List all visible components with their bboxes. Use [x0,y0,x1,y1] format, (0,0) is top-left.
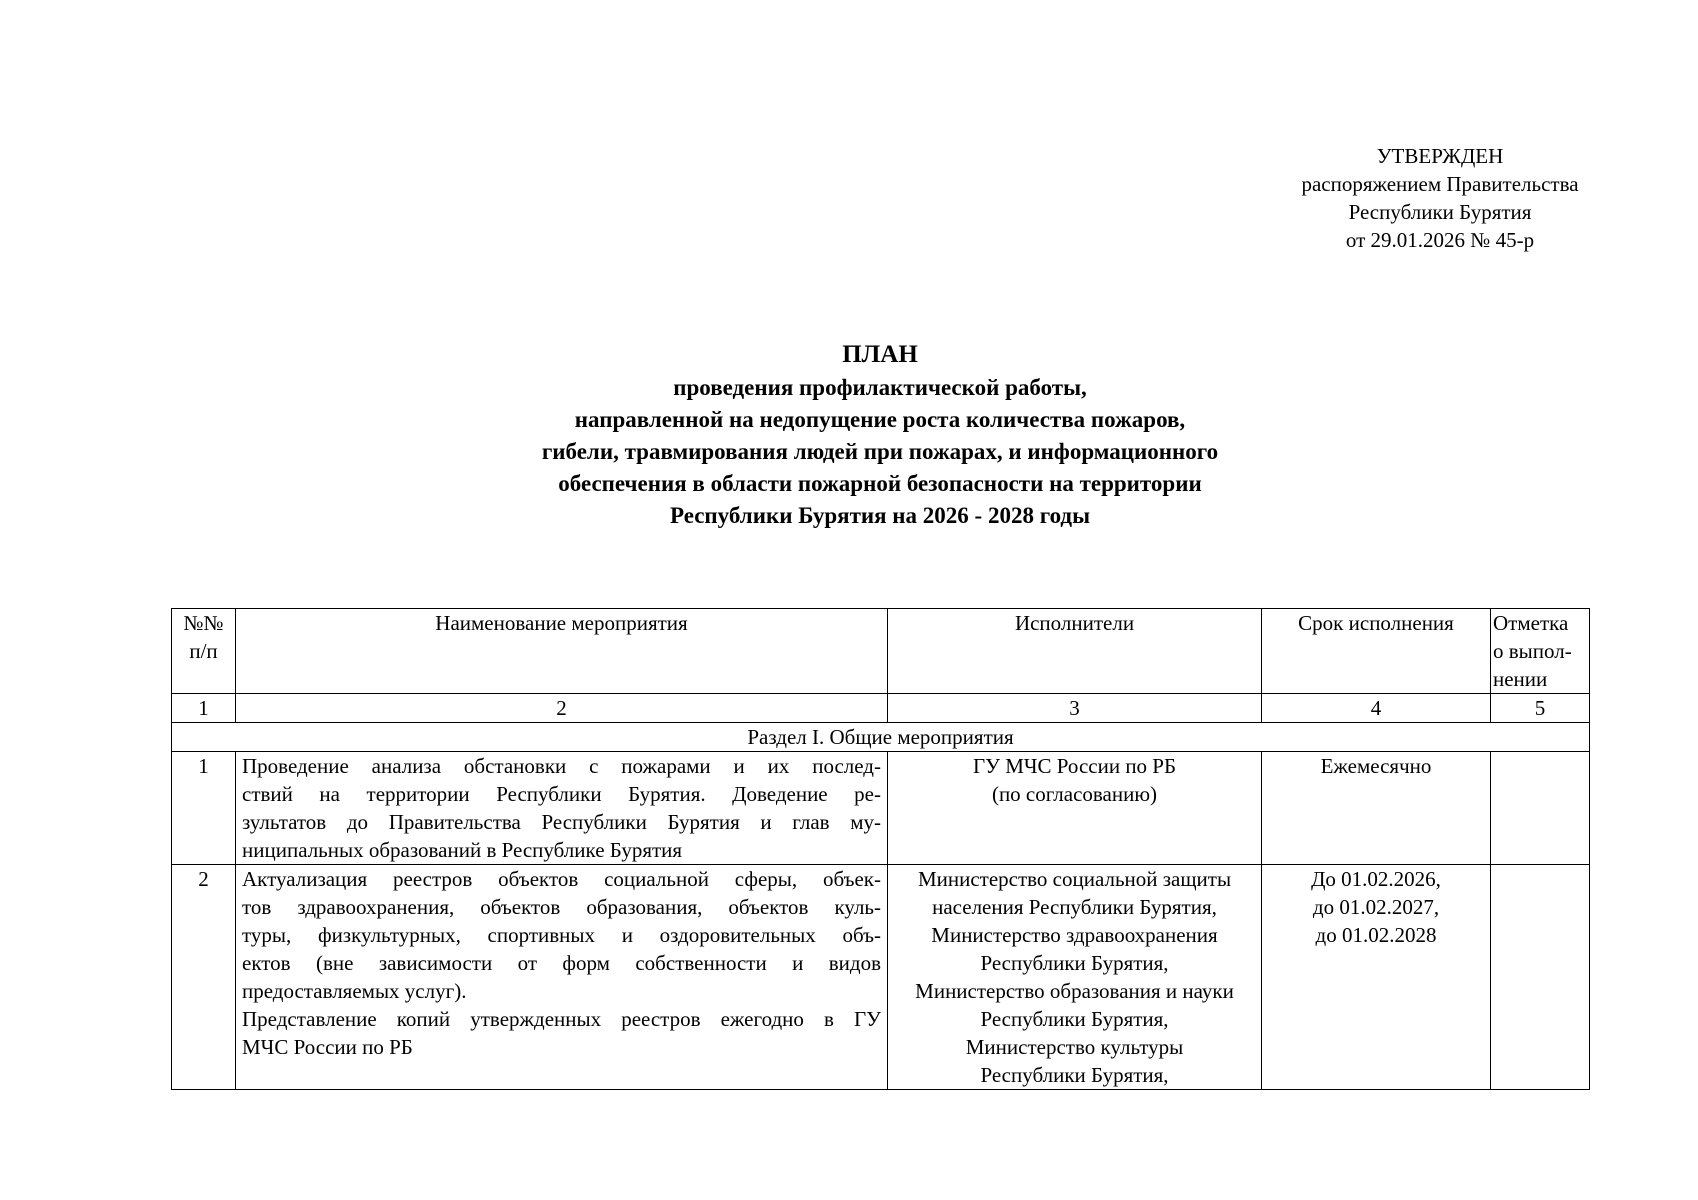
row-name-line: ствий на территории Республики Бурятия. Доведение ре- [242,782,881,806]
header-mark-line-2: о выпол- [1493,639,1572,663]
row-executor-line: Министерство образования и науки [915,979,1234,1003]
plan-table [171,608,1590,1090]
title-line-4: обеспечения в области пожарной безопасности на территории [558,471,1202,496]
column-number-row [172,694,1590,723]
row-mark [1491,865,1590,1090]
row-name-line: туры, физкультурных, спортивных и оздоровительных объ- [242,923,881,947]
row-executor-line: Республики Бурятия, [980,1063,1169,1087]
header-executors: Исполнители [888,609,1262,694]
table-row [172,752,1590,865]
row-name-line: Актуализация реестров объектов социальной сферы, объек- [242,867,881,891]
row-executor-line: (по согласованию) [991,782,1158,806]
title-line-2: направленной на недопущение роста количества пожаров, [574,407,1186,432]
row-executor-line: населения Республики Бурятия, [932,895,1217,919]
table-header-row [172,609,1590,694]
row-name-line: МЧС России по РБ [242,1035,413,1059]
title-line-3: гибели, травмирования людей при пожарах, и информационного [541,439,1219,464]
row-deadline-line: До 01.02.2026, [1311,867,1441,891]
title-line-5: Республики Бурятия на 2026 - 2028 годы [669,503,1091,528]
row-executors [888,865,1262,1090]
title-main: ПЛАН [842,341,918,368]
row-executor-line: Министерство культуры [965,1035,1184,1059]
row-executor-line: Республики Бурятия, [980,951,1169,975]
row-executors [888,752,1262,865]
header-number-line-1: №№ [183,611,224,635]
column-number: 3 [888,694,1262,723]
row-name-line: зультатов до Правительства Республики Бурятия и глав му- [242,810,881,834]
approval-line-4: от 29.01.2026 № 45-р [1345,228,1535,252]
row-name-line: тов здравоохранения, объектов образования, объектов куль- [242,895,881,919]
header-name: Наименование мероприятия [236,609,888,694]
column-number: 4 [1262,694,1491,723]
row-deadline [1262,752,1491,865]
document-title [170,338,1590,532]
header-number [172,609,236,694]
row-name-line: ниципальных образований в Республике Бурятия [242,838,683,862]
row-executor-line: ГУ МЧС России по РБ [972,754,1177,778]
row-deadline [1262,865,1491,1090]
header-mark-line-3: нении [1493,667,1548,691]
header-deadline: Срок исполнения [1262,609,1491,694]
section-title: Раздел I. Общие мероприятия [172,723,1590,752]
header-mark-line-1: Отметка [1493,611,1569,635]
row-number: 2 [172,865,236,1090]
column-number: 1 [172,694,236,723]
column-number: 2 [236,694,888,723]
row-name-line: ектов (вне зависимости от форм собственности и видов [242,951,881,975]
approval-line-2: распоряжением Правительства [1301,172,1579,196]
header-mark [1491,609,1590,694]
row-name-line: Проведение анализа обстановки с пожарами и их послед- [242,754,881,778]
header-number-line-2: п/п [189,639,218,663]
approval-stamp [1240,142,1640,254]
row-name-line: Представление копий утвержденных реестров ежегодно в ГУ [242,1007,881,1031]
approval-line-3: Республики Бурятия [1348,200,1532,224]
row-mark [1491,752,1590,865]
row-executor-line: Республики Бурятия, [980,1007,1169,1031]
section-row [172,723,1590,752]
row-deadline-line: до 01.02.2028 [1315,923,1437,947]
column-number: 5 [1491,694,1590,723]
row-name [236,752,888,865]
row-name-line: предоставляемых услуг). [242,979,467,1003]
row-executor-line: Министерство здравоохранения [931,923,1218,947]
row-number: 1 [172,752,236,865]
row-deadline-line: Ежемесячно [1320,754,1432,778]
approval-line-1: УТВЕРЖДЕН [1376,144,1504,168]
table-row [172,865,1590,1090]
row-executor-line: Министерство социальной защиты [917,867,1232,891]
title-line-1: проведения профилактической работы, [673,375,1087,400]
row-name [236,865,888,1090]
row-deadline-line: до 01.02.2027, [1312,895,1440,919]
